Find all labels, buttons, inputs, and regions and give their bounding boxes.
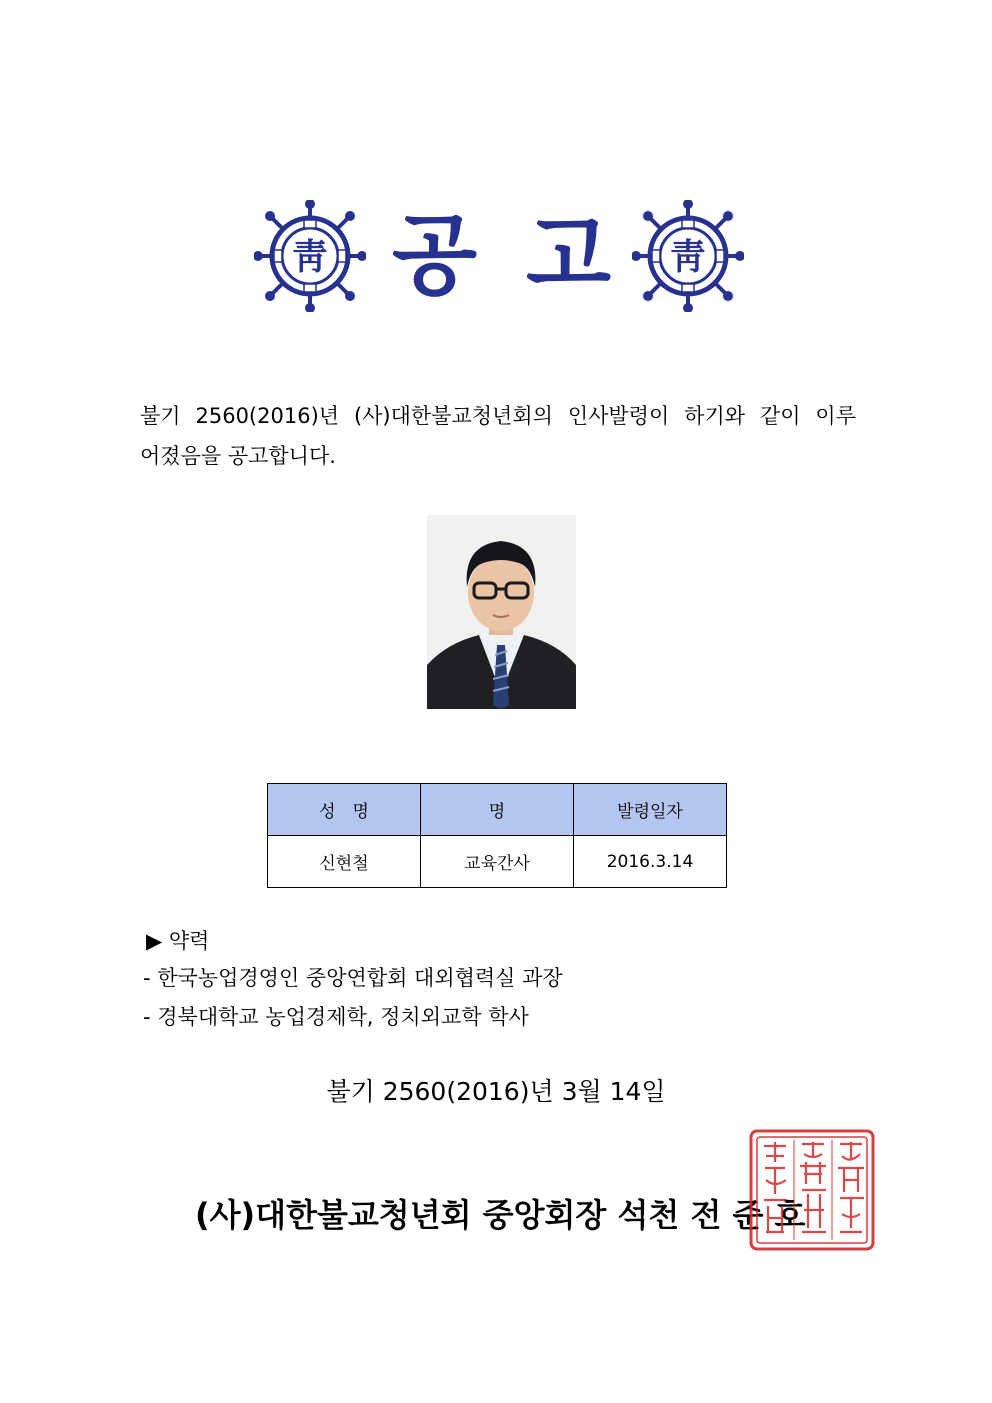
table-row — [268, 836, 727, 888]
portrait-illustration — [427, 515, 576, 709]
dharma-wheel-emblem-icon — [254, 200, 366, 312]
table-header-row — [268, 784, 727, 836]
signature-line: (사)대한불교청년회 중앙회장 석천 전 준 호 — [195, 1196, 806, 1234]
career-item: - 경북대학교 농업경제학, 정치외교학 학사 — [143, 1005, 529, 1029]
header-position: 명 — [421, 784, 574, 836]
intro-text-line-2: 어졌음을 공고합니다. — [140, 444, 336, 468]
cell-name: 신현철 — [268, 836, 421, 888]
dharma-wheel-emblem-icon — [632, 200, 744, 312]
notice-header — [0, 200, 992, 320]
notice-date: 불기 2560(2016)년 3월 14일 — [326, 1077, 666, 1106]
emblem-char: 靑 — [669, 237, 707, 278]
title-char-2: 고 — [526, 204, 612, 307]
cell-appointment-date: 2016.3.14 — [574, 836, 727, 888]
career-heading: ▶ 약력 — [146, 929, 210, 953]
portrait-photo — [427, 515, 576, 709]
header-appointment-date: 발령일자 — [574, 784, 727, 836]
title-char-1: 공 — [392, 204, 478, 307]
intro-text-line-1: 불기 2560(2016)년 (사)대한불교청년회의 인사발령이 하기와 같이 이루 — [140, 404, 856, 428]
emblem-char: 靑 — [291, 237, 329, 278]
cell-position: 교육간사 — [421, 836, 574, 888]
career-item: - 한국농업경영인 중앙연합회 대외협력실 과장 — [143, 966, 563, 990]
appointment-table — [267, 783, 727, 888]
red-official-seal-icon — [748, 1128, 876, 1252]
header-name: 성 명 — [268, 784, 421, 836]
